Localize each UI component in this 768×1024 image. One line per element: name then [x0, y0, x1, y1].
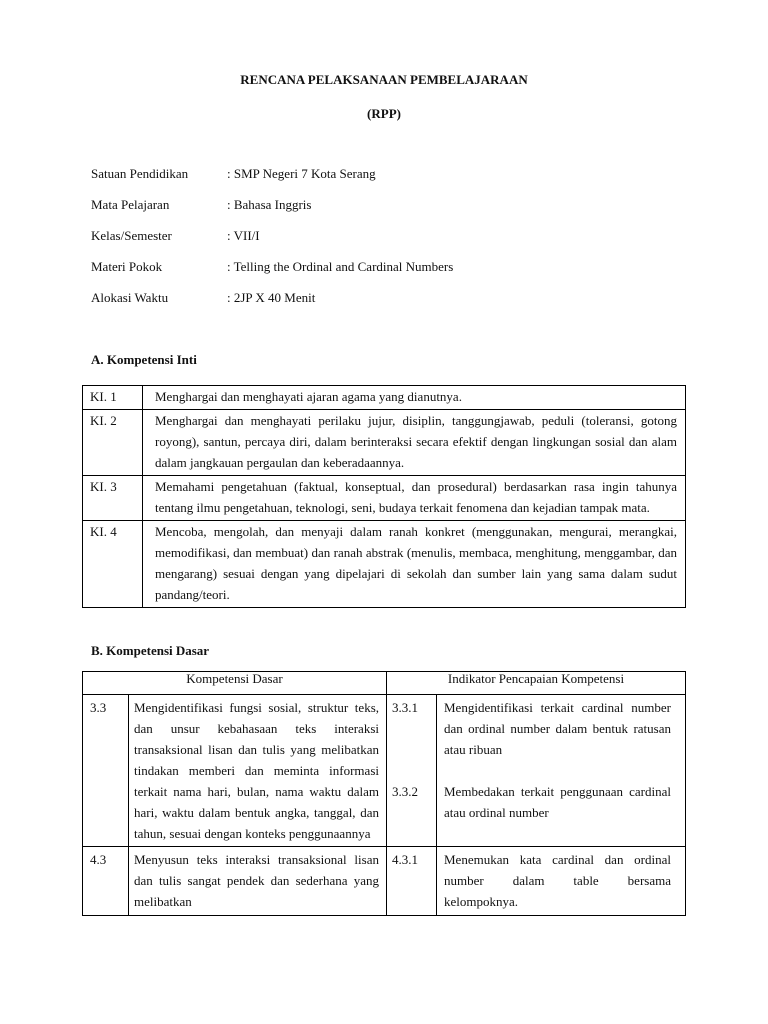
document-title: RENCANA PELAKSANAAN PEMBELAJARAAN	[240, 72, 528, 87]
indicator-numbers	[387, 695, 437, 847]
column-header-indikator: Indikator Pencapaian Kompetensi	[387, 672, 686, 695]
meta-value: : Bahasa Inggris	[227, 197, 312, 212]
ki-text: Menghargai dan menghayati ajaran agama yang dianutnya.	[143, 386, 686, 410]
kd-number: 3.3	[83, 695, 129, 847]
meta-label: Kelas/Semester	[91, 228, 172, 243]
spacer	[392, 718, 436, 739]
ki-text: Memahami pengetahuan (faktual, konseptual, dan prosedural) berdasarkan rasa ingin tahunya tentang ilmu pengetahuan, teknologi, seni, budaya terkait fenomena dan kejadian tampak mata.	[143, 476, 686, 521]
meta-label: Satuan Pendidikan	[91, 166, 189, 181]
meta-value: : VII/I	[227, 228, 260, 243]
spacer	[392, 760, 436, 781]
ki-code: KI. 2	[83, 410, 143, 476]
meta-row-mapel	[91, 197, 311, 213]
table-row	[83, 847, 686, 916]
table-row	[83, 521, 686, 608]
meta-row-satuan	[91, 166, 376, 182]
section-b-heading: B. Kompetensi Dasar	[91, 643, 210, 658]
ki-code: KI. 4	[83, 521, 143, 608]
kd-text	[129, 847, 387, 916]
meta-label: Materi Pokok	[91, 259, 163, 274]
meta-row-kelas	[91, 228, 260, 244]
table-row	[83, 410, 686, 476]
ki-text: Menghargai dan menghayati perilaku jujur, disiplin, tanggungjawab, peduli (toleransi, gotong royong), santun, percaya diri, dalam berinteraksi secara efektif dengan lingkungan sosial dan alam dalam jangkauan pergaulan dan keberadaannya.	[143, 410, 686, 476]
indicator-number: 3.3.1	[392, 700, 418, 715]
kd-text-content: Menyusun teks interaksi transaksional lisan dan tulis sangat pendek dan sederhana yang melibatkan	[134, 852, 379, 909]
column-header-kd: Kompetensi Dasar	[83, 672, 387, 695]
indicator-text: Membedakan terkait penggunaan cardinal atau ordinal number	[444, 784, 671, 820]
indicator-text: Mengidentifikasi terkait cardinal number dan ordinal number dalam bentuk ratusan atau ribuan	[444, 700, 671, 757]
meta-value: : Telling the Ordinal and Cardinal Numbers	[227, 259, 454, 274]
ki-code: KI. 1	[83, 386, 143, 410]
section-a-heading: A. Kompetensi Inti	[91, 352, 197, 367]
kompetensi-dasar-table	[82, 671, 686, 916]
table-row	[83, 386, 686, 410]
table-header-row	[83, 672, 686, 695]
spacer	[392, 739, 436, 760]
meta-label: Mata Pelajaran	[91, 197, 170, 212]
meta-row-alokasi	[91, 290, 315, 306]
ki-text: Mencoba, mengolah, dan menyaji dalam ranah konkret (menggunakan, mengurai, merangkai, memodifikasi, dan membuat) dan ranah abstrak (menulis, membaca, menghitung, menggambar, dan mengarang) sesuai dengan yang dipelajari di sekolah dan sumber lain yang sama dalam sudut pandang/teori.	[143, 521, 686, 608]
meta-label: Alokasi Waktu	[91, 290, 169, 305]
kd-text	[129, 695, 387, 847]
indicator-number: 4.3.1	[387, 847, 437, 916]
kd-number: 4.3	[83, 847, 129, 916]
ki-code: KI. 3	[83, 476, 143, 521]
table-row	[83, 476, 686, 521]
meta-row-materi	[91, 259, 453, 275]
indicator-texts	[437, 695, 686, 847]
document-subtitle: (RPP)	[367, 106, 401, 121]
kd-text-content: Mengidentifikasi fungsi sosial, struktur teks, dan unsur kebahasaan teks interaksi transaksional lisan dan tulis yang melibatkan tindakan memberi dan meminta informasi terkait nama hari, bulan, nama waktu dalam hari, waktu dalam bentuk angka, tanggal, dan tahun, sesuai dengan konteks penggunaannya	[134, 700, 379, 841]
meta-value: : SMP Negeri 7 Kota Serang	[227, 166, 376, 181]
table-row	[83, 695, 686, 847]
indicator-number: 3.3.2	[392, 784, 418, 799]
meta-value: : 2JP X 40 Menit	[227, 290, 316, 305]
spacer	[444, 760, 671, 781]
kompetensi-inti-table	[82, 385, 686, 608]
indicator-text: Menemukan kata cardinal dan ordinal number dalam table bersama kelompoknya.	[437, 847, 686, 916]
